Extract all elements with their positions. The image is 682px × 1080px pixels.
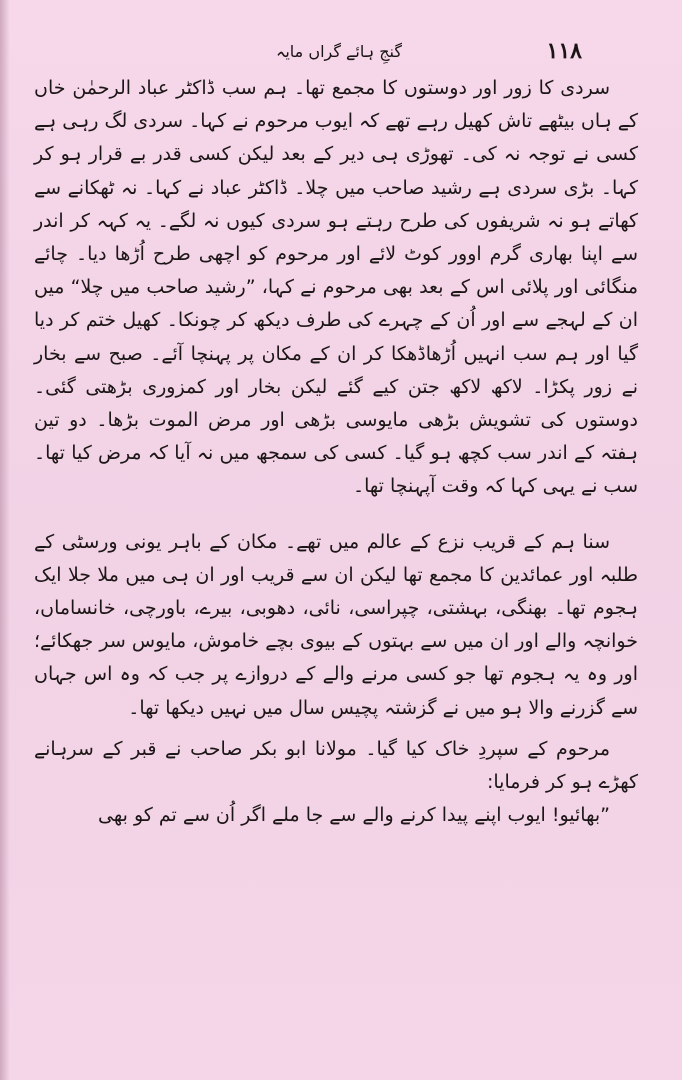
paragraph-3: مرحوم کے سپردِ خاک کیا گیا۔ مولانا ابو بکر صاحب نے قبر کے سرہانے کھڑے ہو کر فرمایا: [34,737,638,794]
running-title: گنجِ ہائے گراں مایہ [275,42,402,61]
page-body [34,72,638,832]
page-header [40,38,642,68]
page-number: ۱۱۸ [546,38,582,64]
paragraph-2: سنا ہم کے قریب نزع کے عالم میں تھے۔ مکان کے باہر یونی ورسٹی کے طلبہ اور عمائدین کا مجمع تھا لیکن ان سے قریب اور ان ہی میں ملا جلا ایک ہجوم تھا۔ بھنگی، بہشتی، چپراسی، نائی، دھوبی، بیرے، باورچی، خانساماں، خوانچہ والے اور ان میں سے بہتوں کے بیوی بچے خاموش، مایوس سر جھکائے؛ اور وہ یہ ہجوم تھا جو کسی مرنے والے کے دروازے پر جب کہ وہ اس جہاں سے گزرنے والا ہو میں نے گزشتہ پچیس سال میں نہیں دیکھا تھا۔ [34,530,638,719]
paragraph-4-quote: ”بھائیو! ایوب اپنے پیدا کرنے والے سے جا ملے اگر اُن سے تم کو بھی [98,804,610,827]
page-edge-shadow [0,0,10,1080]
paragraph-1: سردی کا زور اور دوستوں کا مجمع تھا۔ ہم سب ڈاکٹر عباد الرحمٰن خاں کے ہاں بیٹھے تاش کھیل رہے تھے کہ ایوب مرحوم نے کہا۔ سردی لگ رہی ہے کسی نے توجہ نہ کی۔ تھوڑی ہی دیر کے بعد لیکن کسی قدر بے قرار ہو کر کہا۔ بڑی سردی ہے رشید صاحب میں چلا۔ ڈاکٹر عباد نے کہا۔ نہ ٹھکانے سے کھاتے ہو نہ شریفوں کی طرح رہتے ہو سردی کیوں نہ لگے۔ یہ کہہ کر اندر سے اپنا بھاری گرم اوور کوٹ لائے اور مرحوم کو اچھی طرح اُڑھا دیا۔ چائے منگائی اور پلائی اس کے بعد بھی مرحوم نے کہا، ”رشید صاحب میں چلا“ میں ان کے لہجے سے اور اُن کے چہرے کی طرف دیکھ کر چونکا۔ کھیل ختم کر دیا گیا اور ہم سب انہیں اُڑھاڈھکا کر ان کے مکان پر پہنچا آئے۔ صبح سے بخار نے زور پکڑا۔ لاکھ لاکھ جتن کیے گئے لیکن بخار اور کمزوری بڑھتی گئی۔ دوستوں کی تشویش بڑھی مایوسی بڑھی اور مرض الموت بڑھا۔ دو تین ہفتہ کے اندر سب کچھ ہو گیا۔ کسی کی سمجھ میں نہ آیا کہ مرض کیا تھا۔ سب نے یہی کہا کہ وقت آپہنچا تھا۔ [33,77,638,498]
